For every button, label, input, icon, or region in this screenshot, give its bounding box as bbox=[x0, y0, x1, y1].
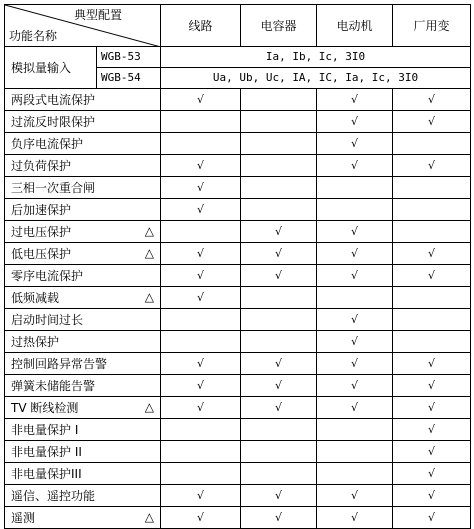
check-mark-icon: √ bbox=[196, 379, 204, 392]
function-row bbox=[5, 155, 471, 177]
cell-station-transformer bbox=[393, 199, 471, 221]
cell-station-transformer bbox=[393, 287, 471, 309]
cell-motor bbox=[317, 133, 393, 155]
cell-line bbox=[161, 243, 241, 265]
function-name: 非电量保护III bbox=[11, 466, 82, 481]
function-row bbox=[5, 353, 471, 375]
cell-capacitor bbox=[241, 419, 317, 441]
cell-motor bbox=[317, 441, 393, 463]
cell-line bbox=[161, 397, 241, 419]
cell-motor bbox=[317, 155, 393, 177]
function-name: 低电压保护 bbox=[11, 246, 72, 261]
check-mark-icon: √ bbox=[196, 269, 204, 282]
function-name: 非电量保护 II bbox=[11, 444, 82, 459]
check-mark-icon: √ bbox=[350, 247, 358, 260]
function-name-cell bbox=[5, 243, 161, 265]
cell-station-transformer bbox=[393, 353, 471, 375]
cell-line bbox=[161, 287, 241, 309]
check-mark-icon: √ bbox=[274, 357, 282, 370]
cell-capacitor bbox=[241, 155, 317, 177]
cell-capacitor bbox=[241, 507, 317, 529]
cell-motor bbox=[317, 199, 393, 221]
function-name-cell bbox=[5, 177, 161, 199]
cell-capacitor bbox=[241, 331, 317, 353]
check-mark-icon: √ bbox=[350, 137, 358, 150]
check-mark-icon: √ bbox=[350, 357, 358, 370]
cell-line bbox=[161, 331, 241, 353]
check-mark-icon: √ bbox=[274, 247, 282, 260]
cell-line bbox=[161, 507, 241, 529]
function-name: 过流反时限保护 bbox=[11, 114, 96, 129]
check-mark-icon: √ bbox=[350, 269, 358, 282]
cell-capacitor bbox=[241, 309, 317, 331]
function-name-cell bbox=[5, 353, 161, 375]
cell-line bbox=[161, 111, 241, 133]
cell-line bbox=[161, 89, 241, 111]
function-name-cell bbox=[5, 375, 161, 397]
check-mark-icon: √ bbox=[196, 489, 204, 502]
check-mark-icon: √ bbox=[274, 401, 282, 414]
function-name: 低频减载 bbox=[11, 290, 60, 305]
cell-motor bbox=[317, 287, 393, 309]
check-mark-icon: √ bbox=[427, 115, 435, 128]
check-mark-icon: √ bbox=[196, 203, 204, 216]
check-mark-icon: √ bbox=[350, 489, 358, 502]
cell-motor bbox=[317, 353, 393, 375]
function-row bbox=[5, 463, 471, 485]
function-name: 非电量保护 I bbox=[11, 422, 79, 437]
check-mark-icon: √ bbox=[196, 93, 204, 106]
check-mark-icon: √ bbox=[427, 379, 435, 392]
cell-line bbox=[161, 221, 241, 243]
optional-marker-icon: △ bbox=[144, 290, 154, 304]
cell-station-transformer bbox=[393, 441, 471, 463]
function-row bbox=[5, 419, 471, 441]
function-name-cell bbox=[5, 199, 161, 221]
header-typical-config: 典型配置 bbox=[73, 8, 122, 22]
cell-motor bbox=[317, 265, 393, 287]
function-name-cell bbox=[5, 463, 161, 485]
function-row bbox=[5, 331, 471, 353]
cell-motor bbox=[317, 111, 393, 133]
cell-station-transformer bbox=[393, 155, 471, 177]
cell-station-transformer bbox=[393, 221, 471, 243]
check-mark-icon: √ bbox=[427, 467, 435, 480]
analog-input-label: 模拟量输入 bbox=[5, 47, 97, 89]
cell-capacitor bbox=[241, 221, 317, 243]
function-name: 过负荷保护 bbox=[11, 158, 72, 173]
cell-station-transformer bbox=[393, 89, 471, 111]
function-name: 控制回路异常告警 bbox=[11, 356, 108, 371]
check-mark-icon: √ bbox=[427, 401, 435, 414]
protection-config-table bbox=[4, 4, 471, 529]
function-name-cell bbox=[5, 309, 161, 331]
cell-capacitor bbox=[241, 375, 317, 397]
function-name-cell bbox=[5, 507, 161, 529]
function-row bbox=[5, 221, 471, 243]
cell-line bbox=[161, 419, 241, 441]
function-row bbox=[5, 287, 471, 309]
check-mark-icon: √ bbox=[196, 291, 204, 304]
cell-line bbox=[161, 309, 241, 331]
header-function-name: 功能名称 bbox=[9, 29, 58, 43]
cell-capacitor bbox=[241, 199, 317, 221]
model-wgb53: WGB-53 bbox=[97, 47, 161, 68]
column-header-station-transformer: 厂用变 bbox=[393, 5, 471, 47]
cell-capacitor bbox=[241, 397, 317, 419]
check-mark-icon: √ bbox=[350, 401, 358, 414]
function-name-cell bbox=[5, 419, 161, 441]
cell-capacitor bbox=[241, 177, 317, 199]
cell-station-transformer bbox=[393, 111, 471, 133]
cell-motor bbox=[317, 331, 393, 353]
cell-capacitor bbox=[241, 463, 317, 485]
function-row bbox=[5, 265, 471, 287]
cell-station-transformer bbox=[393, 309, 471, 331]
check-mark-icon: √ bbox=[350, 225, 358, 238]
cell-line bbox=[161, 265, 241, 287]
signals-wgb53: Ia, Ib, Ic, 3I0 bbox=[161, 47, 471, 68]
check-mark-icon: √ bbox=[196, 357, 204, 370]
cell-line bbox=[161, 485, 241, 507]
cell-line bbox=[161, 441, 241, 463]
cell-motor bbox=[317, 243, 393, 265]
check-mark-icon: √ bbox=[274, 379, 282, 392]
cell-motor bbox=[317, 463, 393, 485]
cell-motor bbox=[317, 485, 393, 507]
check-mark-icon: √ bbox=[196, 401, 204, 414]
check-mark-icon: √ bbox=[427, 511, 435, 524]
function-name: 遥测 bbox=[11, 510, 36, 525]
function-row bbox=[5, 199, 471, 221]
cell-capacitor bbox=[241, 485, 317, 507]
check-mark-icon: √ bbox=[274, 269, 282, 282]
function-name: 三相一次重合闸 bbox=[11, 180, 96, 195]
cell-line bbox=[161, 463, 241, 485]
cell-motor bbox=[317, 221, 393, 243]
function-name: TV 断线检测 bbox=[11, 400, 79, 415]
model-wgb54: WGB-54 bbox=[97, 68, 161, 89]
cell-line bbox=[161, 177, 241, 199]
cell-station-transformer bbox=[393, 419, 471, 441]
check-mark-icon: √ bbox=[427, 489, 435, 502]
cell-motor bbox=[317, 177, 393, 199]
cell-capacitor bbox=[241, 441, 317, 463]
check-mark-icon: √ bbox=[427, 93, 435, 106]
column-header-motor: 电动机 bbox=[317, 5, 393, 47]
signals-wgb54: Ua, Ub, Uc, IA, IC, Ia, Ic, 3I0 bbox=[161, 68, 471, 89]
cell-motor bbox=[317, 507, 393, 529]
cell-motor bbox=[317, 309, 393, 331]
function-name-cell bbox=[5, 133, 161, 155]
function-name-cell bbox=[5, 485, 161, 507]
cell-station-transformer bbox=[393, 265, 471, 287]
function-name-cell bbox=[5, 89, 161, 111]
check-mark-icon: √ bbox=[427, 357, 435, 370]
cell-motor bbox=[317, 375, 393, 397]
optional-marker-icon: △ bbox=[144, 510, 154, 524]
cell-motor bbox=[317, 89, 393, 111]
check-mark-icon: √ bbox=[196, 181, 204, 194]
check-mark-icon: √ bbox=[274, 489, 282, 502]
check-mark-icon: √ bbox=[196, 159, 204, 172]
function-name: 两段式电流保护 bbox=[11, 92, 96, 107]
function-name: 零序电流保护 bbox=[11, 268, 84, 283]
analog-row-wgb53 bbox=[5, 47, 471, 68]
cell-line bbox=[161, 155, 241, 177]
cell-station-transformer bbox=[393, 375, 471, 397]
cell-motor bbox=[317, 397, 393, 419]
check-mark-icon: √ bbox=[350, 335, 358, 348]
check-mark-icon: √ bbox=[427, 269, 435, 282]
optional-marker-icon: △ bbox=[144, 400, 154, 414]
check-mark-icon: √ bbox=[350, 159, 358, 172]
cell-station-transformer bbox=[393, 177, 471, 199]
function-row bbox=[5, 485, 471, 507]
cell-capacitor bbox=[241, 111, 317, 133]
function-row bbox=[5, 177, 471, 199]
cell-capacitor bbox=[241, 353, 317, 375]
optional-marker-icon: △ bbox=[144, 246, 154, 260]
function-name: 弹簧未储能告警 bbox=[11, 378, 96, 393]
function-row bbox=[5, 309, 471, 331]
cell-line bbox=[161, 133, 241, 155]
function-name-cell bbox=[5, 155, 161, 177]
cell-station-transformer bbox=[393, 331, 471, 353]
config-table-container bbox=[4, 4, 471, 529]
check-mark-icon: √ bbox=[196, 247, 204, 260]
function-name: 后加速保护 bbox=[11, 202, 72, 217]
function-row bbox=[5, 441, 471, 463]
check-mark-icon: √ bbox=[427, 247, 435, 260]
function-name-cell bbox=[5, 221, 161, 243]
function-name-cell bbox=[5, 331, 161, 353]
cell-line bbox=[161, 353, 241, 375]
function-row bbox=[5, 507, 471, 529]
check-mark-icon: √ bbox=[350, 313, 358, 326]
cell-capacitor bbox=[241, 287, 317, 309]
cell-station-transformer bbox=[393, 133, 471, 155]
function-name: 过电压保护 bbox=[11, 224, 72, 239]
check-mark-icon: √ bbox=[427, 423, 435, 436]
check-mark-icon: √ bbox=[427, 159, 435, 172]
function-name-cell bbox=[5, 265, 161, 287]
cell-motor bbox=[317, 419, 393, 441]
column-header-capacitor: 电容器 bbox=[241, 5, 317, 47]
function-row bbox=[5, 397, 471, 419]
cell-capacitor bbox=[241, 265, 317, 287]
optional-marker-icon: △ bbox=[144, 224, 154, 238]
function-name-cell bbox=[5, 397, 161, 419]
function-name: 过热保护 bbox=[11, 334, 60, 349]
column-header-line: 线路 bbox=[161, 5, 241, 47]
header-row bbox=[5, 5, 471, 47]
function-row bbox=[5, 89, 471, 111]
function-name: 负序电流保护 bbox=[11, 136, 84, 151]
cell-capacitor bbox=[241, 89, 317, 111]
cell-capacitor bbox=[241, 243, 317, 265]
check-mark-icon: √ bbox=[274, 511, 282, 524]
cell-station-transformer bbox=[393, 507, 471, 529]
check-mark-icon: √ bbox=[427, 445, 435, 458]
cell-station-transformer bbox=[393, 243, 471, 265]
diagonal-header-cell bbox=[5, 5, 161, 47]
check-mark-icon: √ bbox=[350, 115, 358, 128]
check-mark-icon: √ bbox=[350, 511, 358, 524]
check-mark-icon: √ bbox=[196, 511, 204, 524]
check-mark-icon: √ bbox=[274, 225, 282, 238]
cell-station-transformer bbox=[393, 485, 471, 507]
function-name: 启动时间过长 bbox=[11, 312, 84, 327]
check-mark-icon: √ bbox=[350, 93, 358, 106]
cell-capacitor bbox=[241, 133, 317, 155]
cell-station-transformer bbox=[393, 397, 471, 419]
function-row bbox=[5, 375, 471, 397]
cell-line bbox=[161, 375, 241, 397]
function-name: 遥信、遥控功能 bbox=[11, 488, 96, 503]
cell-station-transformer bbox=[393, 463, 471, 485]
function-name-cell bbox=[5, 441, 161, 463]
function-row bbox=[5, 111, 471, 133]
function-row bbox=[5, 243, 471, 265]
cell-line bbox=[161, 199, 241, 221]
function-name-cell bbox=[5, 287, 161, 309]
check-mark-icon: √ bbox=[350, 379, 358, 392]
function-name-cell bbox=[5, 111, 161, 133]
function-row bbox=[5, 133, 471, 155]
